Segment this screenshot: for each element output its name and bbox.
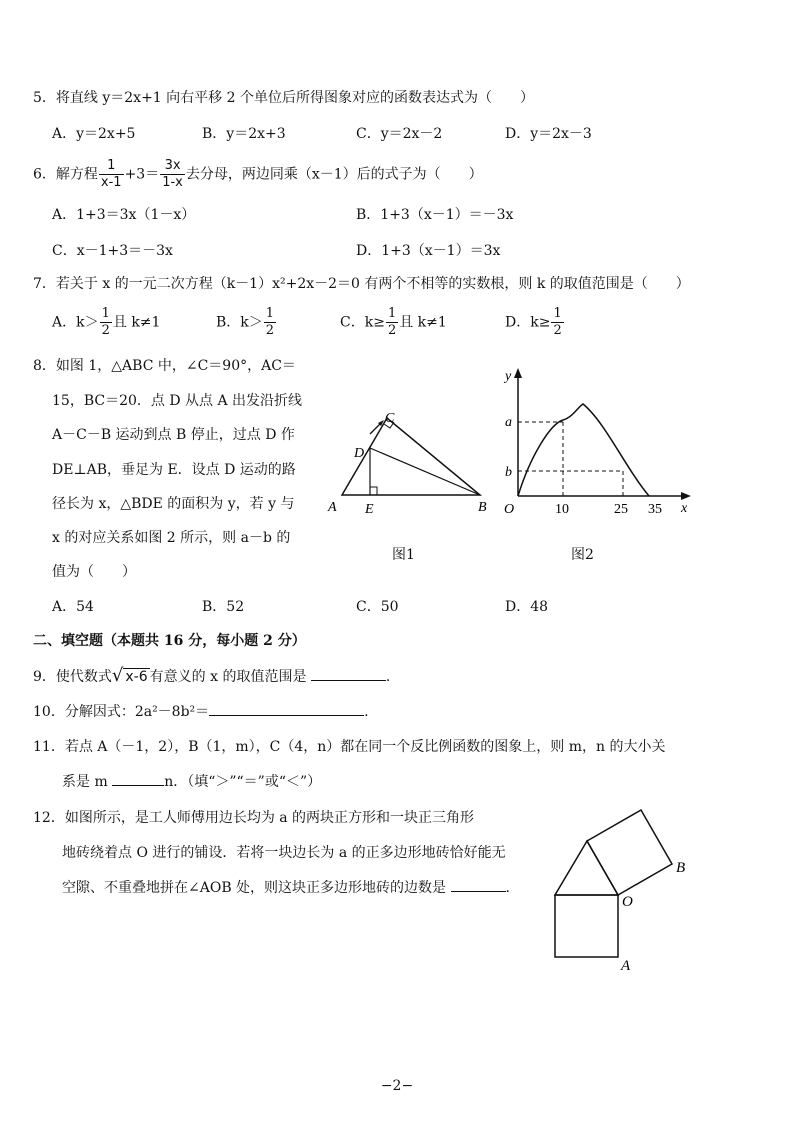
q7-frac-den: 2 bbox=[265, 323, 275, 338]
q7-option-a-post: 且 k≠1 bbox=[112, 314, 161, 331]
q7-option-c-pre: C．k≥ bbox=[340, 314, 385, 331]
fig1-label-a: A bbox=[328, 500, 337, 515]
q7-option-c-frac bbox=[386, 306, 398, 339]
q7-frac-num: 1 bbox=[387, 306, 397, 321]
q5-stem: 5．将直线 y＝2x+1 向右平移 2 个单位后所得图象对应的函数表达式为（ ） bbox=[33, 90, 534, 106]
q9-answer-blank[interactable] bbox=[311, 680, 386, 681]
q7-option-d-frac bbox=[551, 306, 563, 339]
fig1-label-b: B bbox=[478, 500, 487, 515]
fig1-label-d: D bbox=[354, 446, 365, 461]
q12-line-2: 地砖绕着点 O 进行的铺设．若将一块边长为 a 的正多边形地砖恰好能无 bbox=[62, 845, 506, 861]
q8-figure-2 bbox=[495, 362, 695, 522]
q8-line-3: A－C－B 运动到点 B 停止，过点 D 作 bbox=[52, 427, 295, 443]
q6-option-d: D．1+3（x－1）＝3x bbox=[356, 243, 501, 259]
q12-line3-end: . bbox=[505, 880, 510, 896]
q5-option-d: D．y＝2x－3 bbox=[505, 126, 592, 142]
q7-option-b bbox=[216, 306, 277, 339]
q6-stem bbox=[33, 158, 483, 191]
q8-line-4: DE⊥AB，垂足为 E．设点 D 运动的路 bbox=[52, 462, 296, 478]
q7-frac-den: 2 bbox=[387, 323, 397, 338]
fig2-tick-10: 10 bbox=[555, 502, 569, 517]
q7-option-a-pre: A．k＞ bbox=[52, 314, 99, 331]
equilateral-triangle bbox=[555, 841, 618, 895]
q6-fraction-2 bbox=[160, 158, 185, 191]
q11-line2-post: n．（填“＞”“＝”或“＜”） bbox=[164, 774, 322, 790]
q8-line-5: 径长为 x，△BDE 的面积为 y，若 y 与 bbox=[52, 496, 295, 512]
q8-option-d: D．48 bbox=[505, 599, 549, 615]
y-axis-arrow bbox=[514, 368, 522, 378]
fig2-caption: 图2 bbox=[571, 547, 594, 563]
q6-option-b: B．1+3（x－1）＝－3x bbox=[356, 207, 514, 223]
q6-option-c: C．x－1+3＝－3x bbox=[52, 243, 173, 259]
fig2-tick-35: 35 bbox=[648, 502, 662, 517]
q6-option-a: A．1+3＝3x（1－x） bbox=[52, 207, 196, 223]
q6-fraction-1 bbox=[99, 158, 124, 191]
q12-figure bbox=[545, 800, 705, 975]
q12-line3-pre: 空隙、不重叠地拼在∠AOB 处，则这块正多边形地砖的边数是 bbox=[62, 880, 447, 896]
q8-line-7: 值为（ ） bbox=[52, 564, 136, 580]
q9-radicand: x-6 bbox=[125, 669, 148, 685]
q8-figure-1 bbox=[322, 400, 502, 520]
q7-frac-num: 1 bbox=[553, 306, 562, 321]
q6-plus3: +3＝ bbox=[124, 166, 160, 183]
q7-frac-num: 1 bbox=[101, 306, 110, 321]
fig2-label-a: a bbox=[505, 415, 512, 430]
q7-option-a-frac bbox=[100, 306, 112, 339]
q7-option-b-pre: B．k＞ bbox=[216, 314, 263, 331]
q7-option-a bbox=[52, 306, 160, 339]
q12-label-a: A bbox=[621, 958, 631, 974]
q6-frac1-den: x-1 bbox=[100, 175, 122, 190]
q7-option-c-post: 且 k≠1 bbox=[399, 314, 447, 331]
q7-option-b-frac bbox=[264, 306, 276, 339]
fig2-label-x: x bbox=[681, 501, 688, 516]
q12-line-3 bbox=[62, 878, 510, 898]
q12-label-b: B bbox=[676, 860, 686, 876]
q9-end: . bbox=[385, 669, 391, 685]
q6-frac2-num: 3x bbox=[160, 158, 185, 175]
q12-answer-blank[interactable] bbox=[451, 891, 506, 892]
q6-stem-post: 去分母，两边同乘（x－1）后的式子为（ ） bbox=[185, 166, 483, 183]
q6-frac2-den: 1-x bbox=[162, 175, 183, 190]
q8-line-2: 15，BC＝20．点 D 从点 A 出发沿折线 bbox=[52, 393, 303, 409]
segment-db bbox=[370, 448, 480, 495]
q5-option-a: A．y＝2x+5 bbox=[52, 126, 136, 142]
section-2-title: 二、填空题（本题共 16 分，每小题 2 分） bbox=[33, 633, 306, 649]
q8-line-1: 8．如图 1，△ABC 中，∠C＝90°，AC＝ bbox=[33, 358, 296, 374]
right-angle-e bbox=[370, 487, 377, 495]
q7-option-c bbox=[340, 306, 447, 339]
q7-stem: 7．若关于 x 的一元二次方程（k－1）x²+2x－2＝0 有两个不相等的实数根，则 k 的取值范围是（ ） bbox=[33, 276, 690, 292]
q9-radical bbox=[112, 666, 150, 687]
fig2-tick-25: 25 bbox=[614, 502, 628, 517]
q11-line2-pre: 系是 m bbox=[62, 774, 108, 790]
q10-answer-blank[interactable] bbox=[209, 715, 364, 716]
q11-line-2 bbox=[62, 772, 321, 792]
q9-pre: 9．使代数式 bbox=[33, 669, 112, 685]
q8-option-c: C．50 bbox=[356, 599, 399, 615]
q11-line-1: 11．若点 A（－1，2），B（1，m），C（4，n）都在同一个反比例函数的图象上，则 m，n 的大小关 bbox=[33, 739, 666, 755]
q7-frac-num: 1 bbox=[265, 306, 275, 321]
q8-option-a: A．54 bbox=[52, 599, 94, 615]
q8-line-6: x 的对应关系如图 2 所示，则 a－b 的 bbox=[52, 530, 291, 546]
q10-end: . bbox=[364, 704, 369, 720]
fig1-label-c: C bbox=[385, 411, 395, 426]
q8-option-b: B．52 bbox=[202, 599, 245, 615]
q6-stem-pre: 6．解方程 bbox=[33, 166, 98, 183]
fig2-label-b: b bbox=[505, 465, 512, 480]
radical-sign: √ bbox=[111, 665, 124, 686]
function-curve bbox=[518, 404, 649, 496]
fig1-label-e: E bbox=[365, 502, 374, 517]
fig1-caption: 图1 bbox=[392, 547, 415, 563]
q9 bbox=[33, 666, 390, 687]
q7-frac-den: 2 bbox=[553, 323, 562, 338]
q7-frac-den: 2 bbox=[101, 323, 110, 338]
square-bottom bbox=[555, 895, 618, 957]
fig2-label-y: y bbox=[505, 369, 512, 384]
q5-option-c: C．y＝2x－2 bbox=[356, 126, 443, 142]
x-axis-arrow bbox=[681, 492, 691, 500]
q6-frac1-num: 1 bbox=[99, 158, 124, 175]
q7-option-d bbox=[505, 306, 565, 339]
q12-line-1: 12．如图所示，是工人师傅用边长均为 a 的两块正方形和一块正三角形 bbox=[33, 810, 475, 826]
q10 bbox=[33, 702, 369, 722]
q7-option-d-pre: D．k≥ bbox=[505, 314, 551, 331]
q9-post: 有意义的 x 的取值范围是 bbox=[149, 669, 307, 685]
page-number: −2− bbox=[380, 1078, 414, 1094]
q5-option-b: B．y＝2x+3 bbox=[202, 126, 286, 142]
fig2-label-o: O bbox=[504, 502, 515, 517]
q10-pre: 10．分解因式：2a²－8b²＝ bbox=[33, 704, 210, 720]
square-top bbox=[587, 810, 672, 895]
q11-answer-blank[interactable] bbox=[112, 785, 164, 786]
q12-label-o: O bbox=[622, 894, 633, 910]
